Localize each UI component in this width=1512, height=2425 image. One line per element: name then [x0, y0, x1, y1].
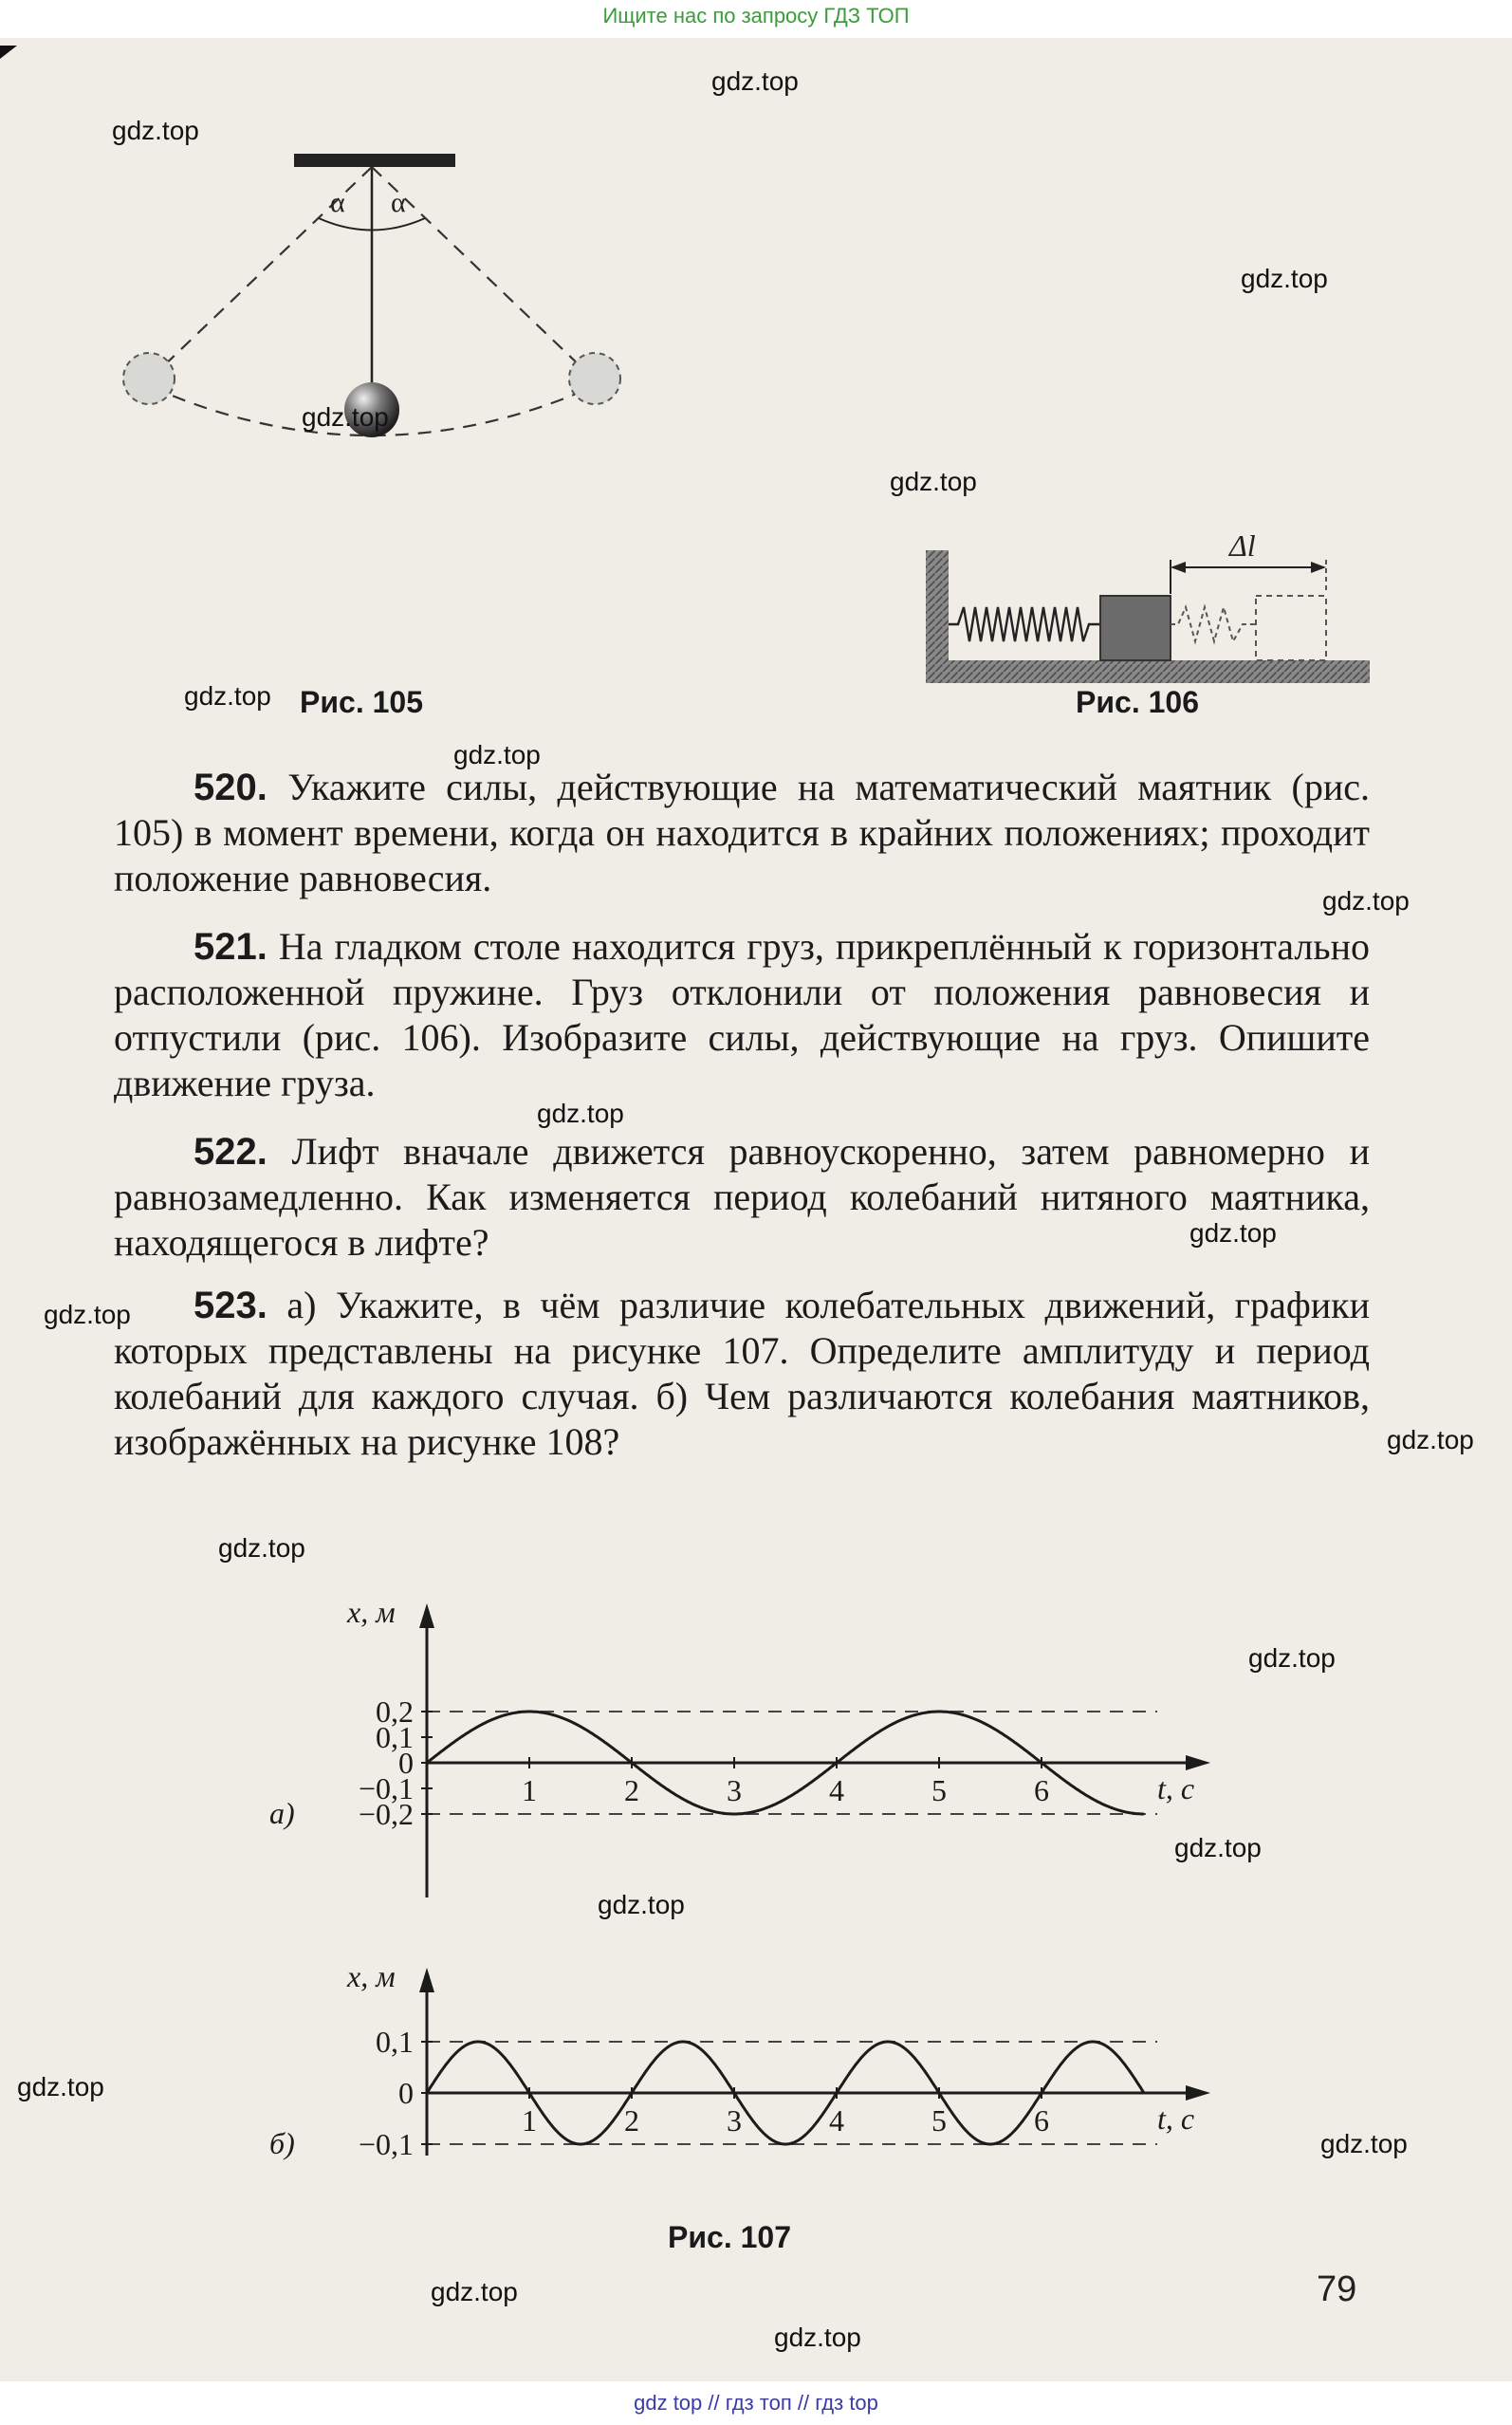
- watermark: gdz.top: [17, 2072, 104, 2101]
- x-tick-label: 1: [522, 1773, 537, 1807]
- watermark: gdz.top: [598, 1890, 685, 1919]
- panel-label: а): [269, 1796, 295, 1830]
- x-tick-label: 2: [624, 2103, 639, 2138]
- x-axis-label: t, с: [1157, 2101, 1195, 2136]
- task-number: 522.: [194, 1131, 267, 1173]
- task-text: На гладком столе находится груз, прикреплённый к горизонтально расположенной пружине. Груз отклонили от положения равновесия и отпустили (рис. 106). Изобразите силы, действующие на груз. Опишите движение груза.: [114, 925, 1371, 1104]
- x-tick-label: 6: [1034, 2103, 1049, 2138]
- chart-a: [0, 38, 1512, 2381]
- y-axis-label: x, м: [347, 1595, 396, 1629]
- y-tick-label: 0,1: [376, 1720, 414, 1754]
- x-axis-arrow: [1186, 2085, 1210, 2101]
- watermark: gdz.top: [184, 681, 271, 711]
- y-tick-label: 0: [398, 2076, 414, 2110]
- watermark: gdz.top: [218, 1533, 305, 1563]
- watermark: gdz.top: [112, 116, 199, 145]
- y-tick-label: −0,2: [358, 1797, 414, 1831]
- x-tick-label: 1: [522, 2103, 537, 2138]
- fig106-caption: Рис. 106: [1076, 685, 1199, 719]
- task-number: 521.: [194, 926, 267, 968]
- watermark: gdz.top: [1189, 1218, 1277, 1248]
- x-tick-label: 2: [624, 1773, 639, 1807]
- watermark: gdz.top: [1174, 1833, 1262, 1862]
- y-tick-label: 0,2: [376, 1694, 414, 1729]
- y-tick-label: 0: [398, 1746, 414, 1780]
- angle-label-left: α: [330, 187, 345, 218]
- watermark: gdz.top: [431, 2277, 518, 2306]
- watermark: gdz.top: [774, 2323, 861, 2352]
- watermark: gdz.top: [1248, 1643, 1336, 1673]
- watermark: gdz.top: [453, 740, 541, 769]
- watermark: gdz.top: [1241, 264, 1328, 293]
- task-number: 520.: [194, 767, 267, 808]
- bottom-banner: gdz top // гдз топ // гдз top: [634, 2391, 878, 2415]
- x-tick-label: 3: [727, 1773, 742, 1807]
- delta-label: Δl: [1229, 528, 1256, 563]
- fig107-caption: Рис. 107: [668, 2220, 791, 2254]
- angle-label-right: α: [391, 187, 406, 218]
- page-number: 79: [1317, 2269, 1357, 2309]
- task-number: 523.: [194, 1285, 267, 1326]
- y-tick-label: 0,1: [376, 2025, 414, 2059]
- y-axis-arrow: [419, 1968, 434, 1992]
- watermark: gdz.top: [1387, 1425, 1474, 1454]
- x-tick-label: 6: [1034, 1773, 1049, 1807]
- watermark: gdz.top: [537, 1099, 624, 1128]
- watermark: gdz.top: [890, 467, 977, 496]
- x-axis-arrow: [1186, 1755, 1210, 1770]
- watermark: gdz.top: [44, 1300, 131, 1329]
- top-banner: Ищите нас по запросу ГДЗ ТОП: [602, 4, 910, 28]
- y-axis-arrow: [419, 1603, 434, 1628]
- y-tick-label: −0,1: [358, 1771, 414, 1805]
- fig105-caption: Рис. 105: [300, 685, 423, 719]
- y-tick-label: −0,1: [358, 2127, 414, 2161]
- x-tick-label: 4: [829, 2103, 844, 2138]
- task-text: Лифт вначале движется равноускоренно, затем равномерно и равнозамедленно. Как изменяется период колебаний нитяного маятника, находящегося в лифте?: [114, 1130, 1371, 1264]
- x-tick-label: 3: [727, 2103, 742, 2138]
- task-text: Укажите силы, действующие на математический маятник (рис. 105) в момент времени, когда он находится в крайних положениях; проходит положение равновесия.: [114, 766, 1370, 899]
- task-text: а) Укажите, в чём различие колебательных движений, графики которых представлены на рисунке 107. Определите амплитуду и период колебаний для каждого случая. б) Чем различаются колебания маятников, изображённых на рисунке 108?: [114, 1284, 1371, 1463]
- textbook-page: [0, 38, 1512, 2381]
- watermark: gdz.top: [1322, 886, 1410, 916]
- x-axis-label: t, с: [1157, 1771, 1195, 1805]
- watermark: gdz.top: [1320, 2129, 1408, 2158]
- x-tick-label: 4: [829, 1773, 844, 1807]
- panel-label: б): [269, 2126, 295, 2160]
- y-axis-label: x, м: [347, 1959, 396, 1993]
- watermark: gdz.top: [302, 402, 389, 432]
- x-tick-label: 5: [931, 1773, 947, 1807]
- watermark: gdz.top: [711, 66, 799, 96]
- x-tick-label: 5: [931, 2103, 947, 2138]
